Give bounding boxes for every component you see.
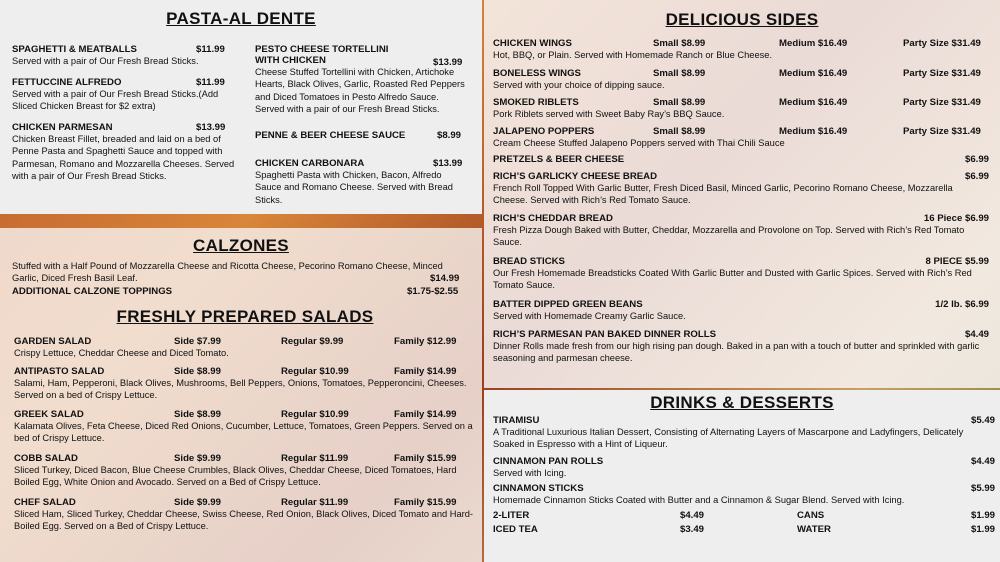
price-party: Party Size $31.49 [903,97,981,108]
price-party: Party Size $31.49 [903,126,981,137]
calzone-toppings-price: $1.75-$2.55 [407,286,459,297]
salads-title: FRESHLY PREPARED SALADS [116,307,374,326]
item-name: CINNAMON PAN ROLLS [493,456,604,467]
item-description: Cheese Stuffed Tortellini with Chicken, Artichoke Hearts, Black Olives, Garlic, Roasted Red Peppers and Diced Tomatoes in Pesto Alfredo Sauce. Served with a pair of our Fresh Bread Sticks. [255,67,465,115]
price-family: Family $14.99 [394,409,457,420]
sides-title: DELICIOUS SIDES [665,10,819,29]
price-family: Family $14.99 [394,366,457,377]
price-family: Family $15.99 [394,453,457,464]
salad-item [14,366,474,402]
pasta-item [255,130,469,141]
item-price: $11.99 [196,77,225,88]
item-name: BATTER DIPPED GREEN BEANS [493,299,643,310]
pasta-item [12,122,237,183]
item-name: GREEK SALAD [14,409,84,420]
price-regular: Regular $10.99 [281,366,349,377]
item-name-line2: WITH CHICKEN [255,55,326,66]
item-name: ANTIPASTO SALAD [14,366,105,377]
price-side: Side $9.99 [174,453,221,464]
side-item [493,299,989,322]
item-price: $6.99 [964,154,989,165]
drink-price-cans: $1.99 [970,510,995,521]
price-medium: Medium $16.49 [779,97,848,108]
price-party: Party Size $31.49 [903,68,981,79]
item-name: RICH’S PARMESAN PAN BAKED DINNER ROLLS [493,329,716,340]
item-price: $5.99 [970,483,995,494]
item-description: Served with a pair of Our Fresh Bread Sticks.(Add Sliced Chicken Breast for $2 extra) [12,89,219,112]
item-name: RICH’S CHEDDAR BREAD [493,213,613,224]
pasta-item [12,44,237,67]
dessert-item [493,483,995,506]
price-small: Small $8.99 [653,38,706,49]
price-small: Small $8.99 [653,68,706,79]
pasta-item [255,44,469,116]
item-name: CHICKEN CARBONARA [255,158,365,169]
drinks-desserts-section [484,390,1000,562]
dessert-item [493,456,995,479]
price-medium: Medium $16.49 [779,38,848,49]
item-description: Kalamata Olives, Feta Cheese, Diced Red Onions, Cucumber, Lettuce, Tomatoes, Green Peppers. Served on a bed of Crispy Lettuce. [14,421,473,444]
pasta-item [255,158,469,206]
item-name: JALAPENO POPPERS [493,126,595,137]
item-price: $13.99 [433,57,463,68]
drink-name-water: WATER [797,524,831,535]
drinks-list [493,510,995,540]
item-name: CHEF SALAD [14,497,76,508]
price-regular: Regular $11.99 [281,497,349,508]
item-description: Pork Riblets served with Sweet Baby Ray’s BBQ Sauce. [493,109,725,119]
item-name: PENNE & BEER CHEESE SAUCE [255,130,406,141]
salad-item [14,409,474,445]
item-name: TIRAMISU [493,415,540,426]
drink-price-water: $1.99 [970,524,995,535]
item-price: 16 Piece $6.99 [923,213,989,224]
pasta-item [12,77,237,113]
salad-item [14,336,474,359]
item-name: SPAGHETTI & MEATBALLS [12,44,137,55]
price-side: Side $9.99 [174,497,221,508]
item-price: $13.99 [433,158,463,169]
pasta-section [0,0,482,214]
item-price: $5.49 [970,415,995,426]
item-description: Sliced Ham, Sliced Turkey, Cheddar Cheese, Swiss Cheese, Red Onion, Black Olives, Diced Tomato and Hard-Boiled Egg. Served on a Bed of Crispy Lettuce. [14,509,474,532]
item-name: PRETZELS & BEER CHEESE [493,154,625,165]
item-price: $6.99 [964,171,989,182]
price-side: Side $8.99 [174,409,221,420]
item-description: Served with a pair of Our Fresh Bread Sticks. [12,56,199,66]
side-item [493,68,989,91]
item-description: Cream Cheese Stuffed Jalapeno Poppers served with Thai Chili Sauce [493,138,785,148]
item-name: CHICKEN WINGS [493,38,572,49]
item-price: $4.49 [964,329,989,340]
sides-section [484,0,1000,388]
side-item [493,126,989,149]
item-price: $4.49 [970,456,995,467]
price-regular: Regular $9.99 [281,336,344,347]
calzone-description: Stuffed with a Half Pound of Mozzarella Cheese and Ricotta Cheese, Pecorino Romano Cheese, Minced Garlic, Diced Fresh Basil Leaf. [12,261,443,284]
drink-name-cans: CANS [797,510,825,521]
side-item [493,213,989,249]
item-name: CHICKEN PARMESAN [12,122,113,133]
price-medium: Medium $16.49 [779,68,848,79]
item-description: Served with Icing. [493,468,567,478]
pasta-title: PASTA-AL DENTE [166,9,316,28]
item-price: 1/2 lb. $6.99 [935,299,989,310]
price-family: Family $15.99 [394,497,457,508]
drink-name-iced-tea: ICED TEA [493,524,538,535]
item-name: BREAD STICKS [493,256,565,267]
item-description: Chicken Breast Fillet, breaded and laid on a bed of Penne Pasta and Spaghetti Sauce and topped with Parmesan, Romano and Mozzarella Cheeses. Served with a pair of Our Fresh Bread Sticks. [12,134,235,182]
item-description: French Roll Topped With Garlic Butter, Fresh Diced Basil, Minced Garlic, Pecorino Romano Cheese, Mozzarella Cheese. Served with Rich’s Red Tomato Sauce. [493,183,953,206]
price-regular: Regular $10.99 [281,409,349,420]
calzone-price: $14.99 [430,273,460,284]
item-description: Crispy Lettuce, Cheddar Cheese and Diced Tomato. [14,348,229,358]
item-price: $13.99 [196,122,226,133]
dessert-item [493,415,995,451]
item-name: BONELESS WINGS [493,68,581,79]
item-name: FETTUCCINE ALFREDO [12,77,122,88]
drink-name-2-liter: 2-LITER [493,510,530,521]
item-description: A Traditional Luxurious Italian Dessert, Consisting of Alternating Layers of Mascarpone and Ladyfingers, Delicately Soaked in Espresso with a Hint of Liqueur. [493,427,964,450]
item-description: Served with your choice of dipping sauce. [493,80,665,90]
price-side: Side $8.99 [174,366,221,377]
item-description: Served with Homemade Creamy Garlic Sauce. [493,311,686,321]
drink-price-iced-tea: $3.49 [680,524,705,535]
drinks-title: DRINKS & DESSERTS [650,393,834,412]
price-small: Small $8.99 [653,126,706,137]
item-description: Hot, BBQ, or Plain. Served with Homemade Ranch or Blue Cheese. [493,50,773,60]
item-description: Spaghetti Pasta with Chicken, Bacon, Alfredo Sauce and Romano Cheese. Served with Bread Sticks. [255,170,453,205]
price-party: Party Size $31.49 [903,38,981,49]
side-item [493,38,989,61]
price-medium: Medium $16.49 [779,126,848,137]
item-description: Our Fresh Homemade Breadsticks Coated With Garlic Butter and Dusted with Garlic Spices. Served with Rich’s Red Tomato Sauce. [493,268,972,291]
item-name: GARDEN SALAD [14,336,92,347]
item-description: Sliced Turkey, Diced Bacon, Blue Cheese Crumbles, Black Olives, Cheddar Cheese, Diced Tomatoes, Hard Boiled Egg, White Onion and Avocado. Served on a Bed of Crispy Lettuce. [14,465,457,488]
salad-item [14,453,474,489]
price-side: Side $7.99 [174,336,221,347]
price-family: Family $12.99 [394,336,457,347]
price-small: Small $8.99 [653,97,706,108]
drink-price-2-liter: $4.49 [680,510,705,521]
side-item [493,256,989,292]
side-item [493,154,989,165]
salad-item [14,497,474,533]
item-description: Salami, Ham, Pepperoni, Black Olives, Mushrooms, Bell Peppers, Onions, Tomatoes, Pepperoncini, Cheeses. Served on a bed of Crispy Lettuce. [14,378,467,401]
side-item [493,171,989,207]
item-name: RICH’S GARLICKY CHEESE BREAD [493,171,658,182]
side-item [493,329,989,365]
calzone-toppings-label: ADDITIONAL CALZONE TOPPINGS [12,286,173,297]
item-name: SMOKED RIBLETS [493,97,579,108]
item-name: COBB SALAD [14,453,78,464]
item-price: 8 PIECE $5.99 [925,256,989,267]
item-price: $8.99 [437,130,462,141]
price-regular: Regular $11.99 [281,453,349,464]
item-name: CINNAMON STICKS [493,483,584,494]
calzones-salads-section [0,228,482,562]
item-description: Dinner Rolls made fresh from our high rising pan dough. Baked in a pan with a touch of butter and sprinkled with garlic seasoning and parmesan cheese. [493,341,980,364]
item-description: Fresh Pizza Dough Baked with Butter, Cheddar, Mozzarella and Provolone on Top. Served with Rich’s Red Tomato Sauce. [493,225,965,248]
calzones-title: CALZONES [193,236,289,255]
item-name: PESTO CHEESE TORTELLINI [255,44,389,55]
item-price: $11.99 [196,44,225,55]
side-item [493,97,989,120]
item-description: Homemade Cinnamon Sticks Coated with Butter and a Cinnamon & Sugar Blend. Served with Icing. [493,495,905,505]
